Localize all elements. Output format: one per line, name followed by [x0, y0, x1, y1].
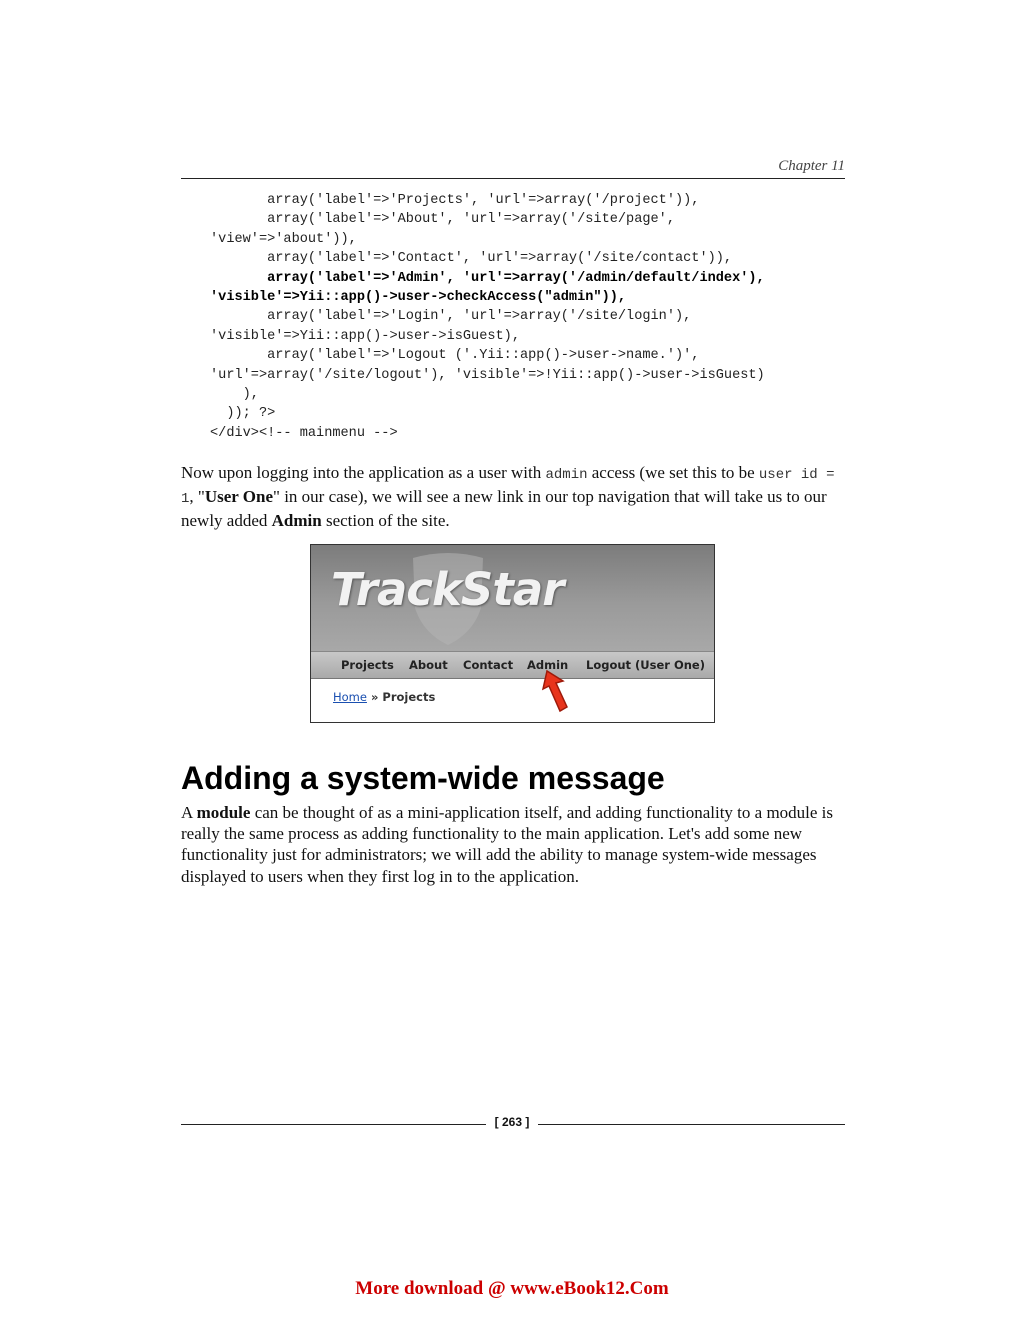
code-line: </div><!-- mainmenu -->	[210, 425, 398, 441]
code-line: array('label'=>'Logout ('.Yii::app()->user->name.')',	[210, 348, 700, 364]
code-line: array('label'=>'Projects', 'url'=>array('/project')),	[210, 193, 700, 208]
section-title: Adding a system-wide message	[181, 760, 665, 796]
pointer-arrow-icon	[541, 669, 573, 715]
code-line: )); ?>	[210, 406, 276, 422]
breadcrumb-home-link[interactable]: Home	[333, 690, 367, 704]
text-run: , "	[189, 487, 205, 507]
bold-text: Admin	[271, 511, 322, 531]
page-header	[181, 158, 845, 179]
breadcrumb-current: Projects	[382, 690, 436, 704]
trackstar-logo: TrackStar	[331, 563, 564, 616]
nav-projects[interactable]: Projects	[341, 658, 394, 672]
shield-icon	[699, 545, 700, 546]
nav-admin[interactable]: Admin	[527, 658, 569, 672]
chapter-label: Chapter 11	[778, 158, 845, 174]
code-line: 'view'=>'about')),	[210, 231, 357, 247]
nav-logout[interactable]: Logout (User One)	[586, 658, 705, 672]
text-run: access (we set this to be	[587, 463, 759, 482]
code-line: array('label'=>'About', 'url'=>array('/site/page',	[210, 212, 675, 228]
code-line: 'visible'=>Yii::app()->user->isGuest),	[210, 328, 520, 344]
bold-text: module	[196, 803, 251, 822]
code-line: array('label'=>'Login', 'url'=>array('/site/login'),	[210, 309, 692, 325]
text-run: " in our case), we will see a new link in our top navigation that will take us to our newly added	[181, 487, 827, 531]
text-run: A	[181, 803, 197, 822]
bold-text: User One	[204, 487, 274, 507]
inline-code: admin	[545, 467, 588, 483]
footer-rule-right	[538, 1124, 845, 1125]
code-line: 'url'=>array('/site/logout'), 'visible'=>!Yii::app()->user->isGuest)	[210, 367, 765, 383]
trackstar-screenshot	[310, 544, 715, 723]
footer-rule-left	[181, 1124, 486, 1125]
paragraph-module	[181, 802, 845, 887]
nav-contact[interactable]: Contact	[463, 658, 514, 672]
code-line: array('label'=>'Admin', 'url'=>array('/admin/default/index'),	[210, 270, 765, 286]
code-block	[210, 191, 850, 443]
paragraph-admin-link	[181, 462, 845, 532]
text-run: can be thought of as a mini-application itself, and adding functionality to a module is really the same process as adding functionality to the main application. Let's add some new functionality just for administrators; we will add the ability to manage system-wide messages displayed to users when they first log in to the application.	[181, 803, 834, 886]
text-run: section of the site.	[321, 511, 450, 531]
text-run: Now upon logging into the application as a user with	[181, 463, 546, 482]
page-number: [ 263 ]	[494, 1115, 530, 1129]
nav-about[interactable]: About	[409, 658, 448, 672]
code-line: 'visible'=>Yii::app()->user->checkAccess("admin")),	[210, 290, 627, 306]
breadcrumb	[333, 690, 435, 704]
download-note: More download @ www.eBook12.Com	[355, 1278, 669, 1299]
top-navigation	[311, 651, 714, 679]
inline-code: user id = 1	[181, 467, 835, 508]
code-line: ),	[210, 387, 259, 403]
breadcrumb-separator: »	[366, 690, 383, 704]
code-line: array('label'=>'Contact', 'url'=>array('/site/contact')),	[210, 251, 733, 267]
